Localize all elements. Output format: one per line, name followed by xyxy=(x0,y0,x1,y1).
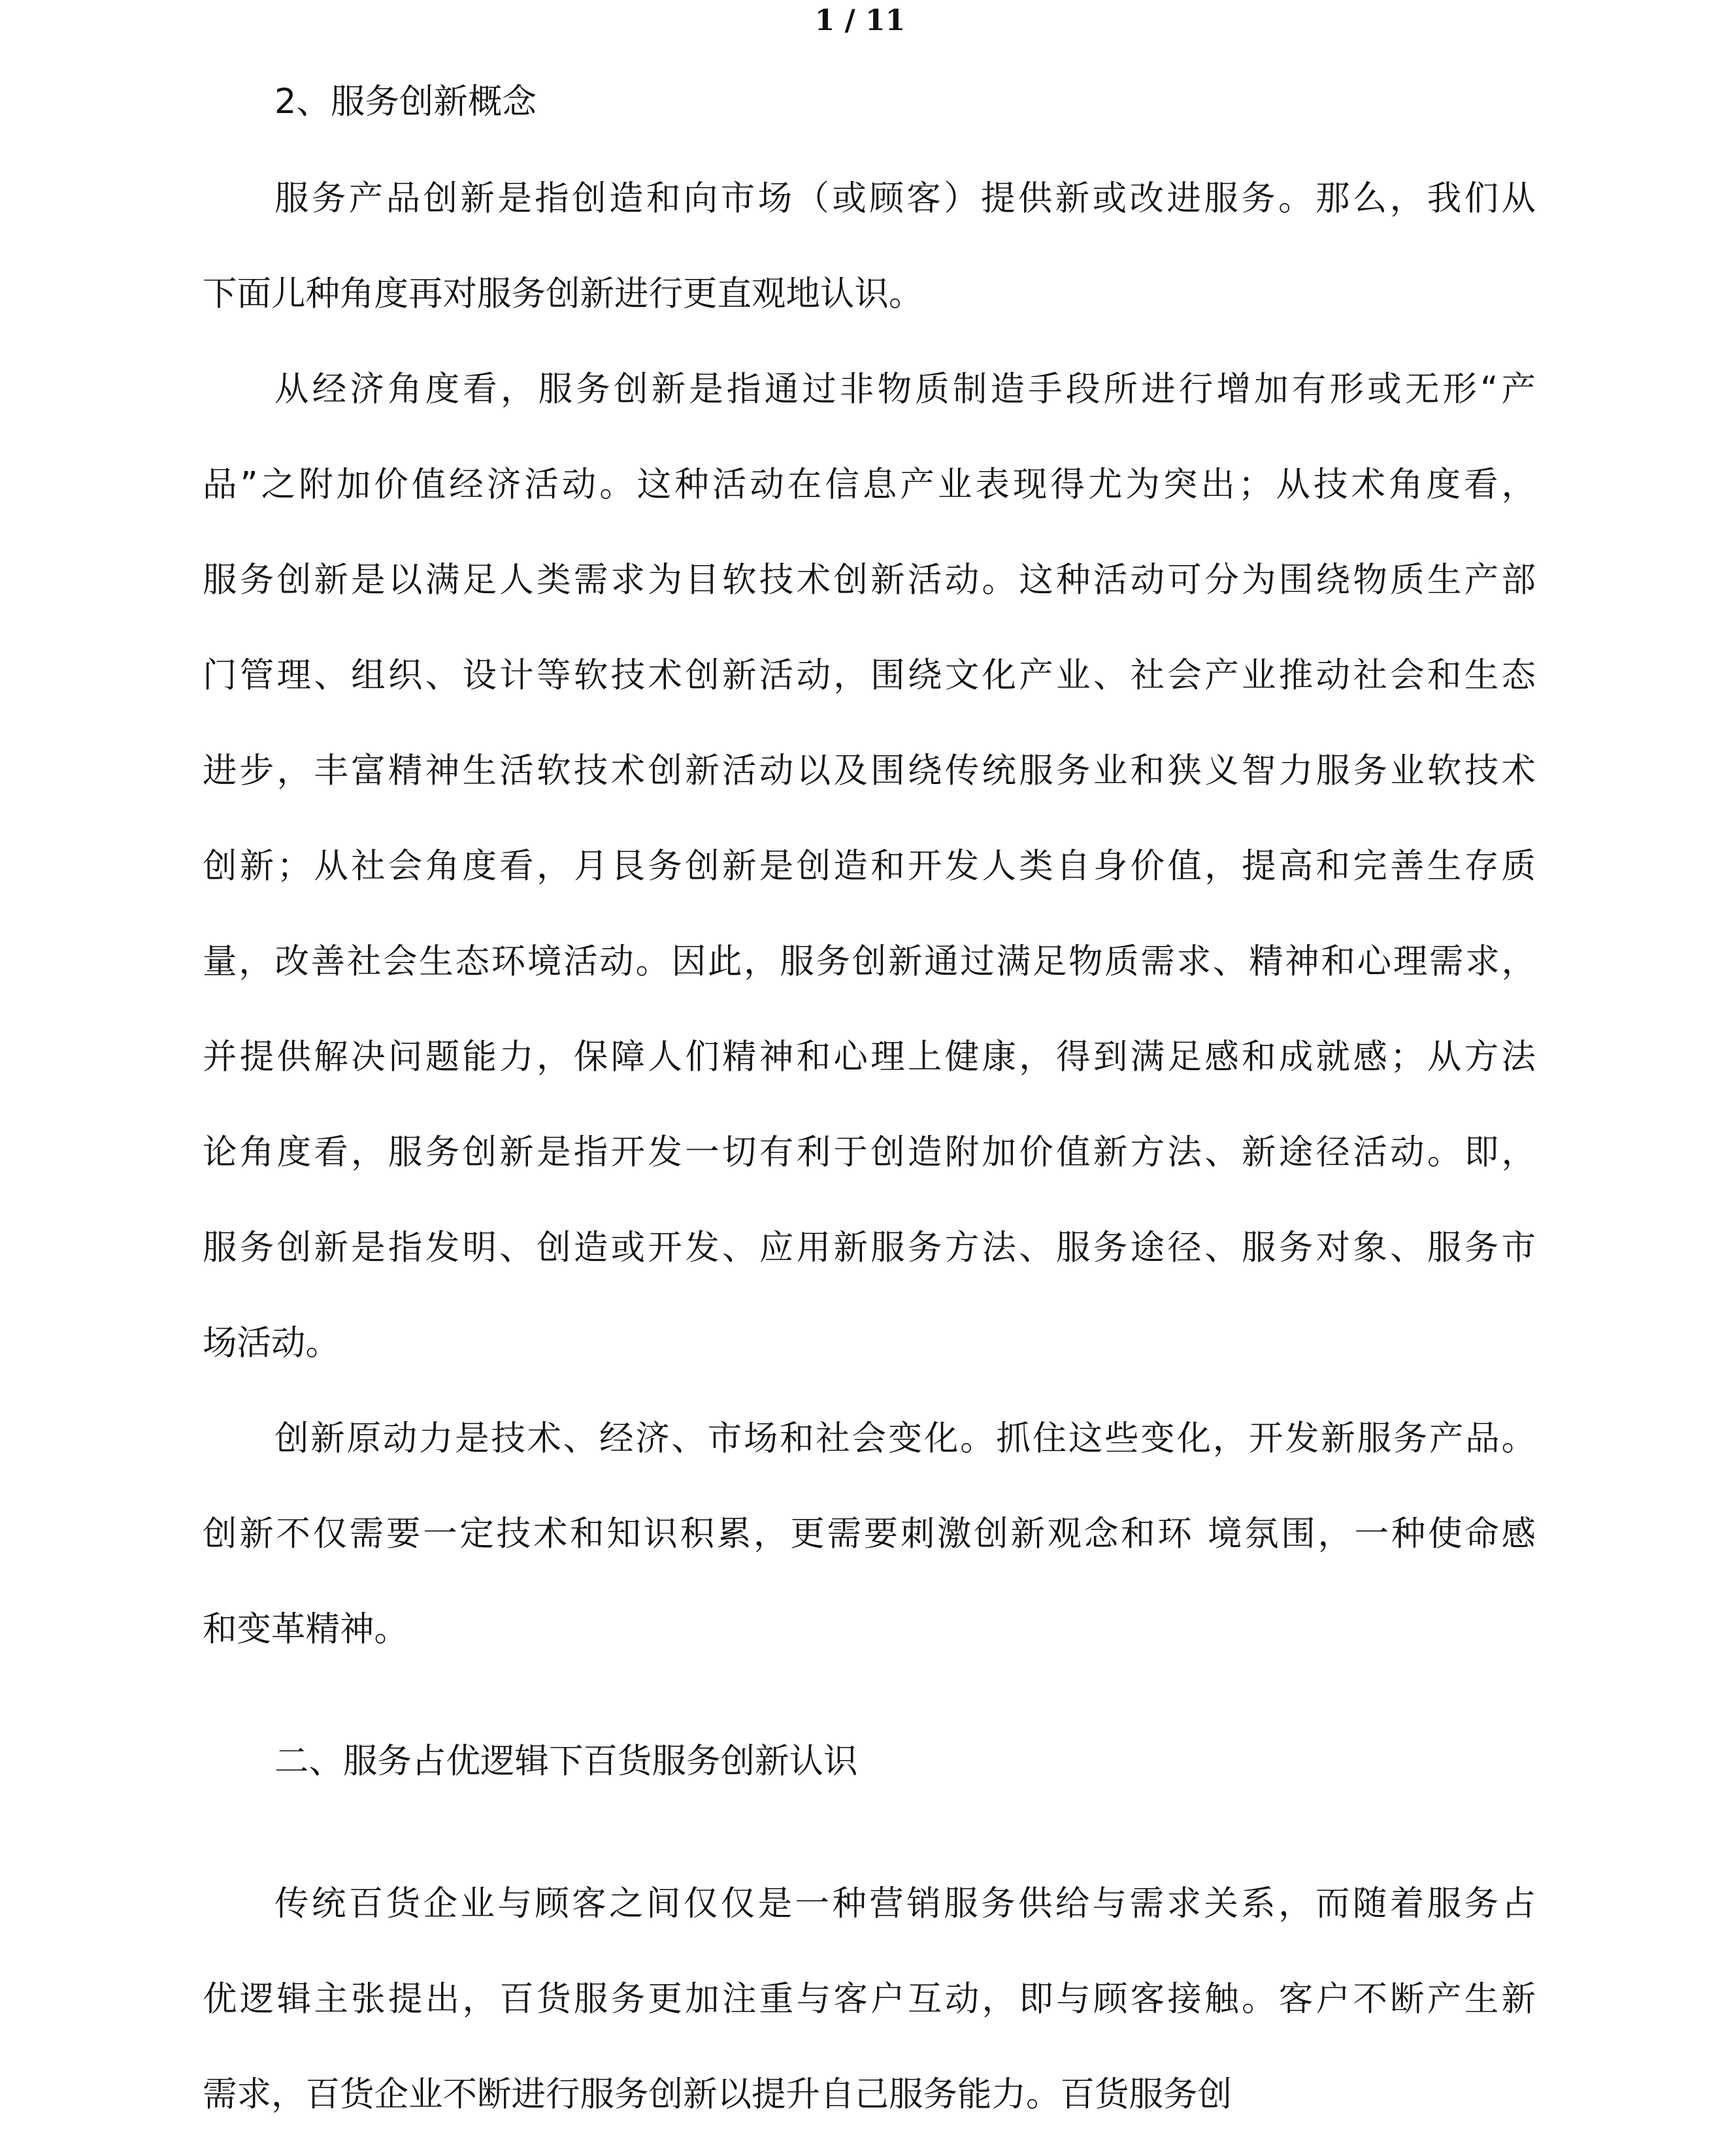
text-line: 下面儿种角度再对服务创新进行更直观地认识。 xyxy=(203,274,923,314)
text-line: 品”之附加价值经济活动。这种活动在信息产业表现得尤为突出；从技术角度看， xyxy=(203,465,1536,504)
text-line: 服务创新是以满足人类需求为目软技术创新活动。这种活动可分为围绕物质生产部 xyxy=(203,560,1536,600)
text-line: 论角度看，服务创新是指开发一切有利于创造附加价值新方法、新途径活动。即， xyxy=(203,1132,1536,1172)
text-line: 并提供解决问题能力，保障人们精神和心理上健康，得到满足感和成就感；从方法 xyxy=(203,1037,1536,1077)
text-line: 进步，丰富精神生活软技术创新活动以及围绕传统服务业和狭义智力服务业软技术 xyxy=(203,751,1536,791)
text-line: 门管理、组织、设计等软技术创新活动，围绕文化产业、社会产业推动社会和生态 xyxy=(203,655,1536,695)
text-line: 创新；从社会角度看，月艮务创新是创造和开发人类自身价值，提高和完善生存质 xyxy=(203,846,1536,886)
text-line: 从经济角度看，服务创新是指通过非物质制造手段所进行增加有形或无形“产 xyxy=(274,369,1536,409)
text-line: 场活动。 xyxy=(203,1323,340,1363)
text-line: 和变革精神。 xyxy=(203,1609,409,1649)
text-line: 传统百货企业与顾客之间仅仅是一种营销服务供给与需求关系，而随着服务占 xyxy=(274,1884,1536,1923)
text-line: 创新原动力是技术、经济、市场和社会变化。抓住这些变化，开发新服务产品。 xyxy=(274,1418,1536,1458)
text-line: 优逻辑主张提出，百货服务更加注重与客户互动，即与顾客接触。客户不断产生新 xyxy=(203,1979,1536,2019)
text-line: 二、服务占优逻辑下百货服务创新认识 xyxy=(274,1741,858,1781)
page-number: 1 / 11 xyxy=(814,4,906,37)
text-line: 2、服务创新概念 xyxy=(274,82,537,122)
text-line: 服务产品创新是指创造和向市场（或顾客）提供新或改进服务。那么，我们从 xyxy=(274,178,1536,218)
text-line: 创新不仅需要一定技术和知识积累，更需要刺激创新观念和环 境氛围，一种使命感 xyxy=(203,1514,1536,1554)
text-line: 量，改善社会生态环境活动。因此，服务创新通过满足物质需求、精神和心理需求， xyxy=(203,941,1536,981)
text-line: 需求，百货企业不断进行服务创新以提升自己服务能力。百货服务创 xyxy=(203,2074,1232,2114)
text-line: 服务创新是指发明、创造或开发、应用新服务方法、服务途径、服务对象、服务市 xyxy=(203,1228,1536,1267)
